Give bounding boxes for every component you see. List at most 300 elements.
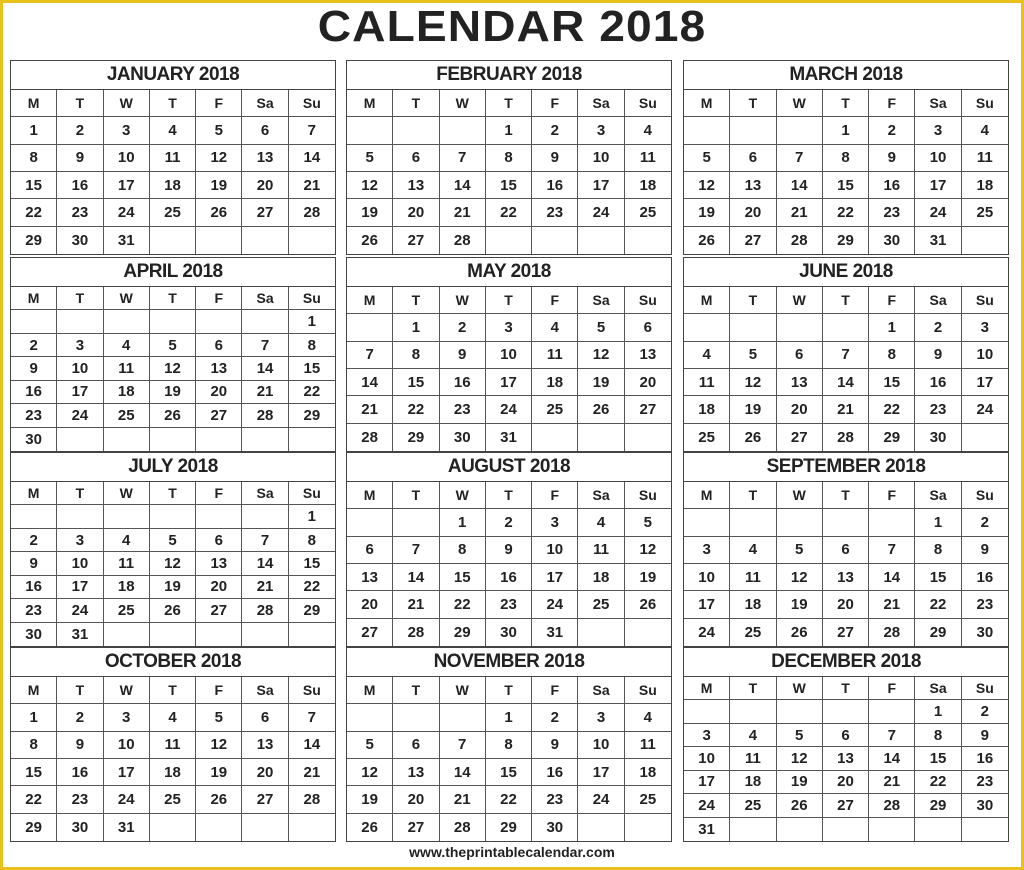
empty-cell — [730, 117, 776, 144]
day-cell: 28 — [440, 227, 486, 254]
day-cell: 24 — [684, 794, 730, 817]
weekday-header: Sa — [578, 677, 624, 704]
weekday-header: Sa — [578, 287, 624, 314]
day-cell: 23 — [11, 599, 57, 622]
day-cell: 4 — [625, 704, 671, 731]
empty-cell — [196, 227, 242, 254]
empty-cell — [289, 623, 335, 646]
weekday-header: F — [532, 287, 578, 314]
day-cell: 10 — [57, 552, 103, 575]
month-day-grid — [11, 482, 335, 646]
day-cell: 13 — [196, 357, 242, 380]
day-cell: 20 — [196, 576, 242, 599]
day-cell: 21 — [440, 786, 486, 813]
empty-cell — [578, 619, 624, 646]
empty-cell — [440, 704, 486, 731]
day-cell: 3 — [532, 509, 578, 536]
day-cell: 29 — [869, 424, 915, 451]
weekday-header: T — [730, 677, 776, 700]
day-cell: 10 — [532, 537, 578, 564]
empty-cell — [684, 700, 730, 723]
month-january — [10, 60, 336, 255]
weekday-header: Sa — [242, 482, 288, 505]
month-day-grid — [11, 287, 335, 451]
day-cell: 16 — [57, 172, 103, 199]
day-cell: 23 — [869, 199, 915, 226]
day-cell: 17 — [486, 369, 532, 396]
empty-cell — [915, 818, 961, 841]
month-november — [346, 647, 672, 842]
weekday-header: Su — [289, 482, 335, 505]
weekday-header: M — [347, 90, 393, 117]
day-cell: 30 — [11, 623, 57, 646]
day-cell: 15 — [486, 172, 532, 199]
weekday-header: Su — [962, 482, 1008, 509]
empty-cell — [962, 424, 1008, 451]
weekday-header: Su — [289, 90, 335, 117]
day-cell: 11 — [684, 369, 730, 396]
weekday-header: Su — [962, 677, 1008, 700]
day-cell: 3 — [578, 704, 624, 731]
day-cell: 19 — [347, 199, 393, 226]
weekday-header: Sa — [242, 287, 288, 310]
day-cell: 6 — [777, 342, 823, 369]
day-cell: 12 — [150, 357, 196, 380]
month-title: JANUARY 2018 — [11, 61, 335, 90]
month-title: AUGUST 2018 — [347, 453, 671, 482]
day-cell: 17 — [684, 591, 730, 618]
footer-url: www.theprintablecalendar.com — [409, 844, 615, 860]
day-cell: 14 — [869, 564, 915, 591]
weekday-header: F — [196, 482, 242, 505]
day-cell: 29 — [289, 599, 335, 622]
empty-cell — [289, 227, 335, 254]
month-title: NOVEMBER 2018 — [347, 648, 671, 677]
day-cell: 21 — [242, 381, 288, 404]
day-cell: 16 — [532, 172, 578, 199]
empty-cell — [777, 818, 823, 841]
weekday-header: T — [393, 90, 439, 117]
weekday-header: W — [104, 287, 150, 310]
day-cell: 16 — [869, 172, 915, 199]
weekday-header: M — [11, 90, 57, 117]
day-cell: 11 — [625, 732, 671, 759]
day-cell: 17 — [915, 172, 961, 199]
day-cell: 15 — [289, 357, 335, 380]
empty-cell — [196, 814, 242, 841]
day-cell: 26 — [730, 424, 776, 451]
day-cell: 14 — [393, 564, 439, 591]
day-cell: 20 — [393, 786, 439, 813]
day-cell: 8 — [440, 537, 486, 564]
day-cell: 17 — [104, 172, 150, 199]
day-cell: 6 — [347, 537, 393, 564]
day-cell: 13 — [242, 145, 288, 172]
day-cell: 23 — [532, 786, 578, 813]
day-cell: 5 — [347, 732, 393, 759]
day-cell: 13 — [347, 564, 393, 591]
day-cell: 19 — [777, 591, 823, 618]
empty-cell — [532, 424, 578, 451]
day-cell: 8 — [393, 342, 439, 369]
day-cell: 13 — [625, 342, 671, 369]
day-cell: 13 — [196, 552, 242, 575]
day-cell: 23 — [532, 199, 578, 226]
empty-cell — [150, 227, 196, 254]
weekday-header: T — [393, 287, 439, 314]
day-cell: 31 — [684, 818, 730, 841]
day-cell: 27 — [777, 424, 823, 451]
day-cell: 23 — [486, 591, 532, 618]
day-cell: 11 — [104, 357, 150, 380]
empty-cell — [684, 509, 730, 536]
weekday-header: T — [823, 90, 869, 117]
empty-cell — [625, 619, 671, 646]
day-cell: 31 — [104, 227, 150, 254]
empty-cell — [578, 227, 624, 254]
day-cell: 24 — [57, 404, 103, 427]
day-cell: 24 — [684, 619, 730, 646]
day-cell: 19 — [347, 786, 393, 813]
month-march — [683, 60, 1009, 255]
day-cell: 5 — [347, 145, 393, 172]
day-cell: 14 — [440, 759, 486, 786]
day-cell: 15 — [289, 552, 335, 575]
day-cell: 1 — [289, 310, 335, 333]
day-cell: 31 — [486, 424, 532, 451]
empty-cell — [777, 700, 823, 723]
day-cell: 24 — [578, 199, 624, 226]
day-cell: 14 — [242, 357, 288, 380]
day-cell: 11 — [730, 747, 776, 770]
month-day-grid — [684, 482, 1008, 646]
day-cell: 29 — [440, 619, 486, 646]
day-cell: 1 — [393, 314, 439, 341]
day-cell: 10 — [104, 145, 150, 172]
weekday-header: W — [440, 287, 486, 314]
empty-cell — [196, 310, 242, 333]
empty-cell — [823, 818, 869, 841]
day-cell: 19 — [777, 771, 823, 794]
day-cell: 30 — [915, 424, 961, 451]
weekday-header: M — [11, 677, 57, 704]
weekday-header: F — [196, 90, 242, 117]
day-cell: 12 — [777, 747, 823, 770]
day-cell: 28 — [289, 786, 335, 813]
day-cell: 15 — [486, 759, 532, 786]
day-cell: 5 — [684, 145, 730, 172]
day-cell: 7 — [242, 334, 288, 357]
empty-cell — [730, 509, 776, 536]
weekday-header: T — [823, 677, 869, 700]
weekday-header: Sa — [915, 677, 961, 700]
day-cell: 6 — [625, 314, 671, 341]
day-cell: 24 — [962, 396, 1008, 423]
day-cell: 18 — [150, 759, 196, 786]
day-cell: 3 — [57, 334, 103, 357]
day-cell: 21 — [347, 396, 393, 423]
day-cell: 18 — [625, 759, 671, 786]
day-cell: 1 — [869, 314, 915, 341]
day-cell: 25 — [730, 794, 776, 817]
day-cell: 12 — [777, 564, 823, 591]
day-cell: 3 — [104, 704, 150, 731]
day-cell: 11 — [730, 564, 776, 591]
day-cell: 13 — [242, 732, 288, 759]
day-cell: 16 — [915, 369, 961, 396]
day-cell: 19 — [578, 369, 624, 396]
weekday-header: W — [777, 90, 823, 117]
day-cell: 21 — [289, 172, 335, 199]
day-cell: 7 — [347, 342, 393, 369]
day-cell: 8 — [11, 145, 57, 172]
month-title: FEBRUARY 2018 — [347, 61, 671, 90]
empty-cell — [104, 505, 150, 528]
day-cell: 9 — [962, 537, 1008, 564]
day-cell: 16 — [532, 759, 578, 786]
empty-cell — [578, 814, 624, 841]
day-cell: 27 — [242, 786, 288, 813]
day-cell: 27 — [625, 396, 671, 423]
day-cell: 22 — [823, 199, 869, 226]
day-cell: 28 — [242, 599, 288, 622]
day-cell: 30 — [11, 428, 57, 451]
day-cell: 11 — [104, 552, 150, 575]
weekday-header: M — [11, 482, 57, 505]
empty-cell — [823, 700, 869, 723]
day-cell: 26 — [196, 786, 242, 813]
day-cell: 9 — [869, 145, 915, 172]
day-cell: 26 — [777, 619, 823, 646]
day-cell: 30 — [532, 814, 578, 841]
day-cell: 7 — [869, 724, 915, 747]
day-cell: 4 — [104, 529, 150, 552]
day-cell: 14 — [823, 369, 869, 396]
weekday-header: F — [196, 677, 242, 704]
month-day-grid — [11, 677, 335, 841]
empty-cell — [242, 227, 288, 254]
day-cell: 6 — [242, 704, 288, 731]
day-cell: 12 — [684, 172, 730, 199]
day-cell: 26 — [150, 404, 196, 427]
day-cell: 27 — [393, 227, 439, 254]
day-cell: 5 — [777, 724, 823, 747]
day-cell: 7 — [777, 145, 823, 172]
month-title: MAY 2018 — [347, 258, 671, 287]
day-cell: 25 — [962, 199, 1008, 226]
day-cell: 20 — [347, 591, 393, 618]
day-cell: 27 — [196, 599, 242, 622]
month-october — [10, 647, 336, 842]
day-cell: 18 — [578, 564, 624, 591]
day-cell: 8 — [486, 145, 532, 172]
day-cell: 9 — [57, 732, 103, 759]
empty-cell — [684, 117, 730, 144]
day-cell: 14 — [347, 369, 393, 396]
day-cell: 29 — [915, 619, 961, 646]
day-cell: 27 — [730, 227, 776, 254]
day-cell: 16 — [11, 576, 57, 599]
empty-cell — [625, 424, 671, 451]
day-cell: 14 — [289, 145, 335, 172]
day-cell: 4 — [730, 724, 776, 747]
month-day-grid — [11, 90, 335, 254]
empty-cell — [777, 117, 823, 144]
day-cell: 26 — [684, 227, 730, 254]
weekday-header: W — [777, 287, 823, 314]
day-cell: 2 — [57, 704, 103, 731]
day-cell: 29 — [11, 227, 57, 254]
day-cell: 30 — [57, 227, 103, 254]
day-cell: 26 — [625, 591, 671, 618]
day-cell: 5 — [777, 537, 823, 564]
day-cell: 5 — [150, 334, 196, 357]
day-cell: 29 — [823, 227, 869, 254]
day-cell: 1 — [11, 704, 57, 731]
day-cell: 4 — [578, 509, 624, 536]
day-cell: 22 — [11, 786, 57, 813]
weekday-header: W — [104, 482, 150, 505]
weekday-header: F — [869, 287, 915, 314]
day-cell: 2 — [962, 509, 1008, 536]
day-cell: 8 — [289, 529, 335, 552]
empty-cell — [730, 314, 776, 341]
weekday-header: W — [104, 90, 150, 117]
day-cell: 9 — [532, 732, 578, 759]
day-cell: 19 — [684, 199, 730, 226]
weekday-header: Sa — [915, 287, 961, 314]
day-cell: 28 — [289, 199, 335, 226]
day-cell: 2 — [915, 314, 961, 341]
day-cell: 10 — [684, 564, 730, 591]
weekday-header: Su — [962, 90, 1008, 117]
month-title: MARCH 2018 — [684, 61, 1008, 90]
day-cell: 22 — [915, 591, 961, 618]
weekday-header: Sa — [578, 482, 624, 509]
month-february — [346, 60, 672, 255]
empty-cell — [730, 700, 776, 723]
day-cell: 21 — [242, 576, 288, 599]
day-cell: 10 — [104, 732, 150, 759]
day-cell: 18 — [104, 381, 150, 404]
day-cell: 20 — [393, 199, 439, 226]
month-may — [346, 257, 672, 452]
empty-cell — [777, 314, 823, 341]
empty-cell — [486, 227, 532, 254]
weekday-header: Su — [625, 287, 671, 314]
weekday-header: M — [347, 287, 393, 314]
day-cell: 14 — [440, 172, 486, 199]
month-day-grid — [347, 677, 671, 841]
weekday-header: M — [684, 90, 730, 117]
day-cell: 29 — [915, 794, 961, 817]
day-cell: 9 — [532, 145, 578, 172]
day-cell: 23 — [440, 396, 486, 423]
day-cell: 22 — [289, 576, 335, 599]
day-cell: 12 — [730, 369, 776, 396]
day-cell: 22 — [869, 396, 915, 423]
day-cell: 19 — [196, 759, 242, 786]
weekday-header: M — [684, 482, 730, 509]
empty-cell — [962, 227, 1008, 254]
empty-cell — [578, 424, 624, 451]
day-cell: 4 — [962, 117, 1008, 144]
day-cell: 25 — [730, 619, 776, 646]
day-cell: 4 — [684, 342, 730, 369]
day-cell: 28 — [823, 424, 869, 451]
day-cell: 23 — [11, 404, 57, 427]
month-day-grid — [684, 90, 1008, 254]
day-cell: 24 — [57, 599, 103, 622]
day-cell: 3 — [104, 117, 150, 144]
day-cell: 29 — [289, 404, 335, 427]
day-cell: 16 — [486, 564, 532, 591]
weekday-header: T — [730, 90, 776, 117]
day-cell: 26 — [196, 199, 242, 226]
month-day-grid — [347, 90, 671, 254]
day-cell: 12 — [625, 537, 671, 564]
empty-cell — [347, 509, 393, 536]
day-cell: 18 — [684, 396, 730, 423]
day-cell: 1 — [915, 700, 961, 723]
day-cell: 28 — [869, 619, 915, 646]
day-cell: 25 — [578, 591, 624, 618]
day-cell: 6 — [393, 732, 439, 759]
day-cell: 6 — [196, 334, 242, 357]
empty-cell — [684, 314, 730, 341]
empty-cell — [869, 509, 915, 536]
day-cell: 31 — [532, 619, 578, 646]
day-cell: 21 — [823, 396, 869, 423]
weekday-header: W — [777, 677, 823, 700]
month-day-grid — [684, 287, 1008, 451]
day-cell: 17 — [684, 771, 730, 794]
day-cell: 2 — [11, 334, 57, 357]
empty-cell — [150, 623, 196, 646]
day-cell: 2 — [57, 117, 103, 144]
day-cell: 5 — [196, 117, 242, 144]
day-cell: 13 — [823, 747, 869, 770]
day-cell: 17 — [57, 381, 103, 404]
month-april — [10, 257, 336, 452]
day-cell: 6 — [242, 117, 288, 144]
day-cell: 27 — [823, 794, 869, 817]
empty-cell — [11, 310, 57, 333]
empty-cell — [11, 505, 57, 528]
day-cell: 18 — [962, 172, 1008, 199]
day-cell: 4 — [532, 314, 578, 341]
empty-cell — [150, 428, 196, 451]
day-cell: 7 — [393, 537, 439, 564]
day-cell: 18 — [104, 576, 150, 599]
day-cell: 25 — [625, 786, 671, 813]
day-cell: 18 — [150, 172, 196, 199]
empty-cell — [730, 818, 776, 841]
empty-cell — [625, 227, 671, 254]
day-cell: 5 — [625, 509, 671, 536]
day-cell: 26 — [777, 794, 823, 817]
weekday-header: Su — [289, 287, 335, 310]
weekday-header: Sa — [915, 482, 961, 509]
day-cell: 28 — [242, 404, 288, 427]
day-cell: 9 — [11, 357, 57, 380]
weekday-header: T — [486, 287, 532, 314]
day-cell: 7 — [242, 529, 288, 552]
day-cell: 31 — [915, 227, 961, 254]
day-cell: 7 — [289, 704, 335, 731]
day-cell: 5 — [730, 342, 776, 369]
day-cell: 19 — [196, 172, 242, 199]
